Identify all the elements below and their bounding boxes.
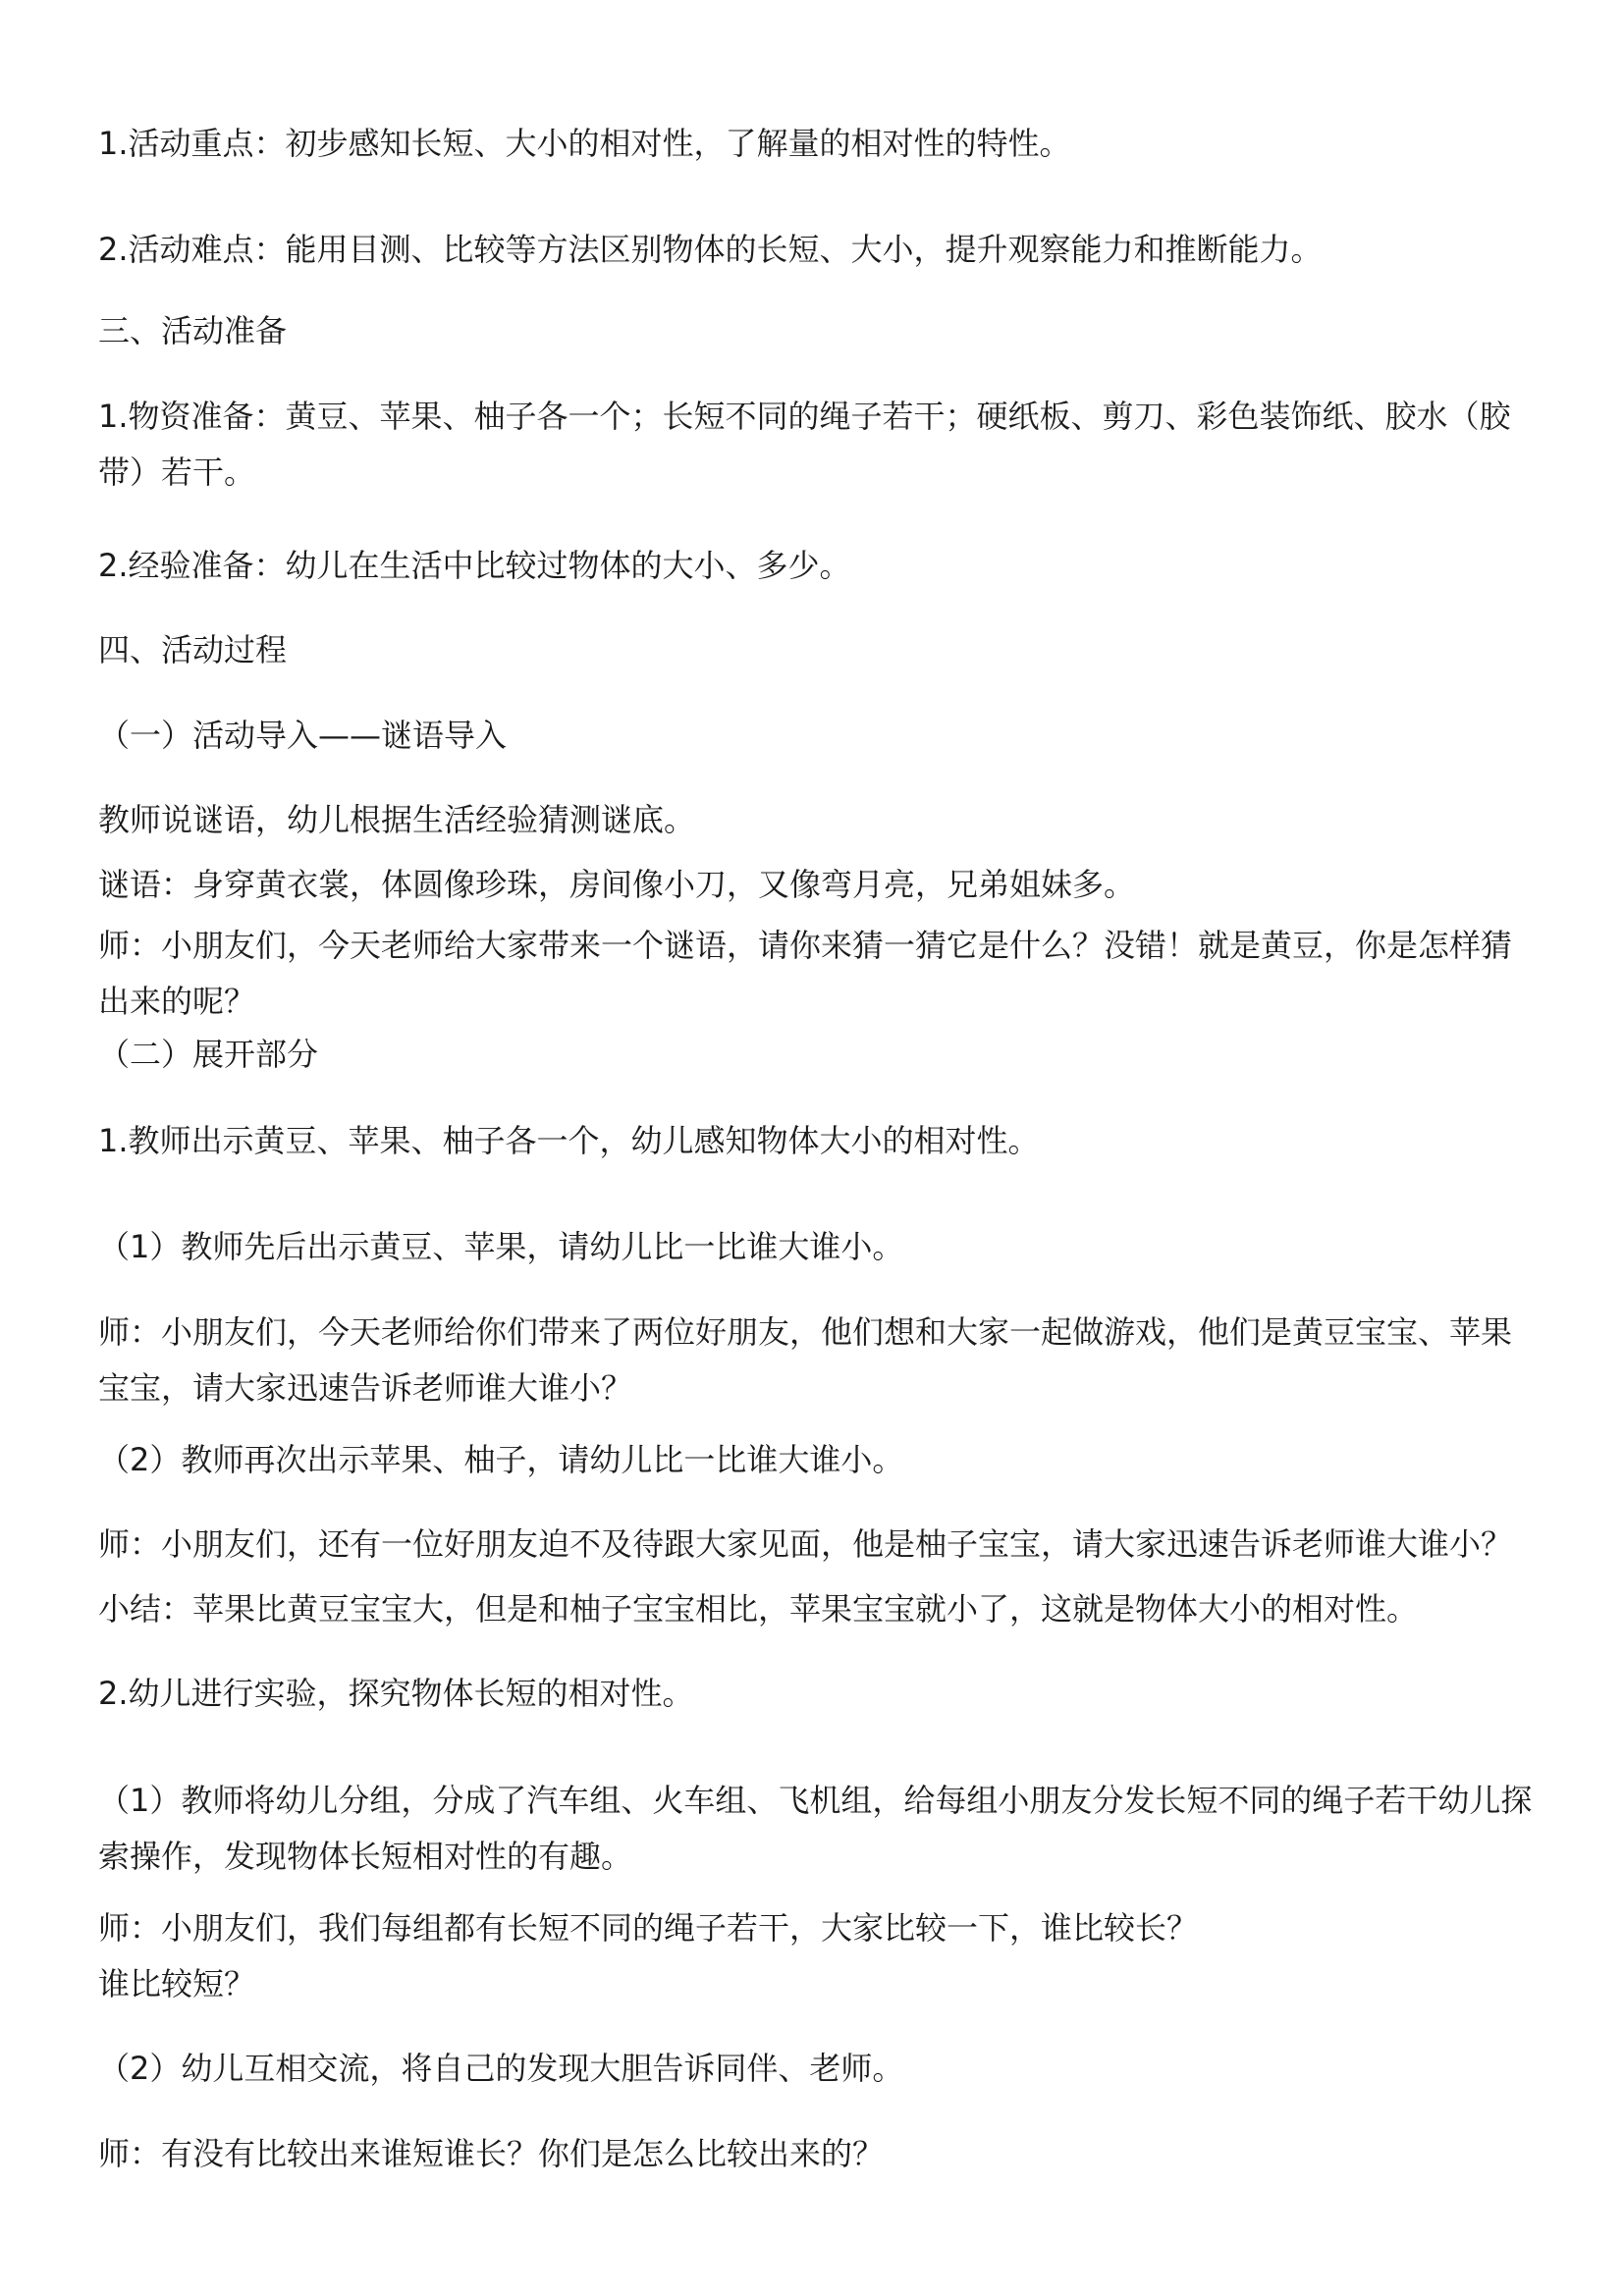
riddle-paragraph: 谜语：身穿黄衣裳，体圆像珍珠，房间像小刀，又像弯月亮，兄弟姐妹多。 xyxy=(98,866,1136,903)
teacher-dialogue-compare: 师：有没有比较出来谁短谁长？你们是怎么比较出来的？ xyxy=(98,2135,885,2172)
step-2-2-paragraph: （2）幼儿互相交流，将自己的发现大胆告诉同伴、老师。 xyxy=(98,2050,904,2087)
subsection-heading-main: （二）展开部分 xyxy=(98,1036,319,1073)
step-1-1-paragraph: （1）教师先后出示黄豆、苹果，请幼儿比一比谁大谁小。 xyxy=(98,1228,904,1265)
section-heading-process: 四、活动过程 xyxy=(98,631,288,668)
step-2-1-paragraph: （1）教师将幼儿分组，分成了汽车组、火车组、飞机组，给每组小朋友分发长短不同的绳子若干幼儿探索操作，发现物体长短相对性的有趣。 xyxy=(98,1782,1533,1875)
step-2-paragraph: 2.幼儿进行实验，探究物体长短的相对性。 xyxy=(98,1675,694,1712)
difficulty-paragraph: 2.活动难点：能用目测、比较等方法区别物体的长短、大小，提升观察能力和推断能力。 xyxy=(98,231,1323,268)
summary-paragraph: 小结：苹果比黄豆宝宝大，但是和柚子宝宝相比，苹果宝宝就小了，这就是物体大小的相对性。 xyxy=(98,1590,1419,1628)
teacher-dialogue-bean-apple: 师：小朋友们，今天老师给你们带来了两位好朋友，他们想和大家一起做游戏，他们是黄豆宝宝、苹果宝宝，请大家迅速告诉老师谁大谁小？ xyxy=(98,1313,1513,1407)
material-preparation-paragraph: 1.物资准备：黄豆、苹果、柚子各一个；长短不同的绳子若干；硬纸板、剪刀、彩色装饰纸、胶水（胶带）若干。 xyxy=(98,398,1511,491)
step-1-paragraph: 1.教师出示黄豆、苹果、柚子各一个，幼儿感知物体大小的相对性。 xyxy=(98,1122,1040,1159)
teacher-dialogue-pomelo: 师：小朋友们，还有一位好朋友迫不及待跟大家见面，他是柚子宝宝，请大家迅速告诉老师谁大谁小？ xyxy=(98,1525,1513,1563)
experience-preparation-paragraph: 2.经验准备：幼儿在生活中比较过物体的大小、多少。 xyxy=(98,547,851,584)
section-heading-preparation: 三、活动准备 xyxy=(98,312,288,349)
key-point-paragraph: 1.活动重点：初步感知长短、大小的相对性，了解量的相对性的特性。 xyxy=(98,125,1071,162)
step-1-2-paragraph: （2）教师再次出示苹果、柚子，请幼儿比一比谁大谁小。 xyxy=(98,1441,904,1478)
subsection-heading-intro: （一）活动导入——谜语导入 xyxy=(98,717,508,754)
teacher-dialogue-rope-short: 谁比较短？ xyxy=(98,1965,256,2002)
teacher-dialogue-rope-long: 师：小朋友们，我们每组都有长短不同的绳子若干，大家比较一下，谁比较长？ xyxy=(98,1909,1199,1947)
teacher-riddle-dialogue: 师：小朋友们，今天老师给大家带来一个谜语，请你来猜一猜它是什么？没错！就是黄豆，你是怎样猜出来的呢？ xyxy=(98,927,1513,1020)
riddle-intro-paragraph: 教师说谜语，幼儿根据生活经验猜测谜底。 xyxy=(98,801,696,838)
